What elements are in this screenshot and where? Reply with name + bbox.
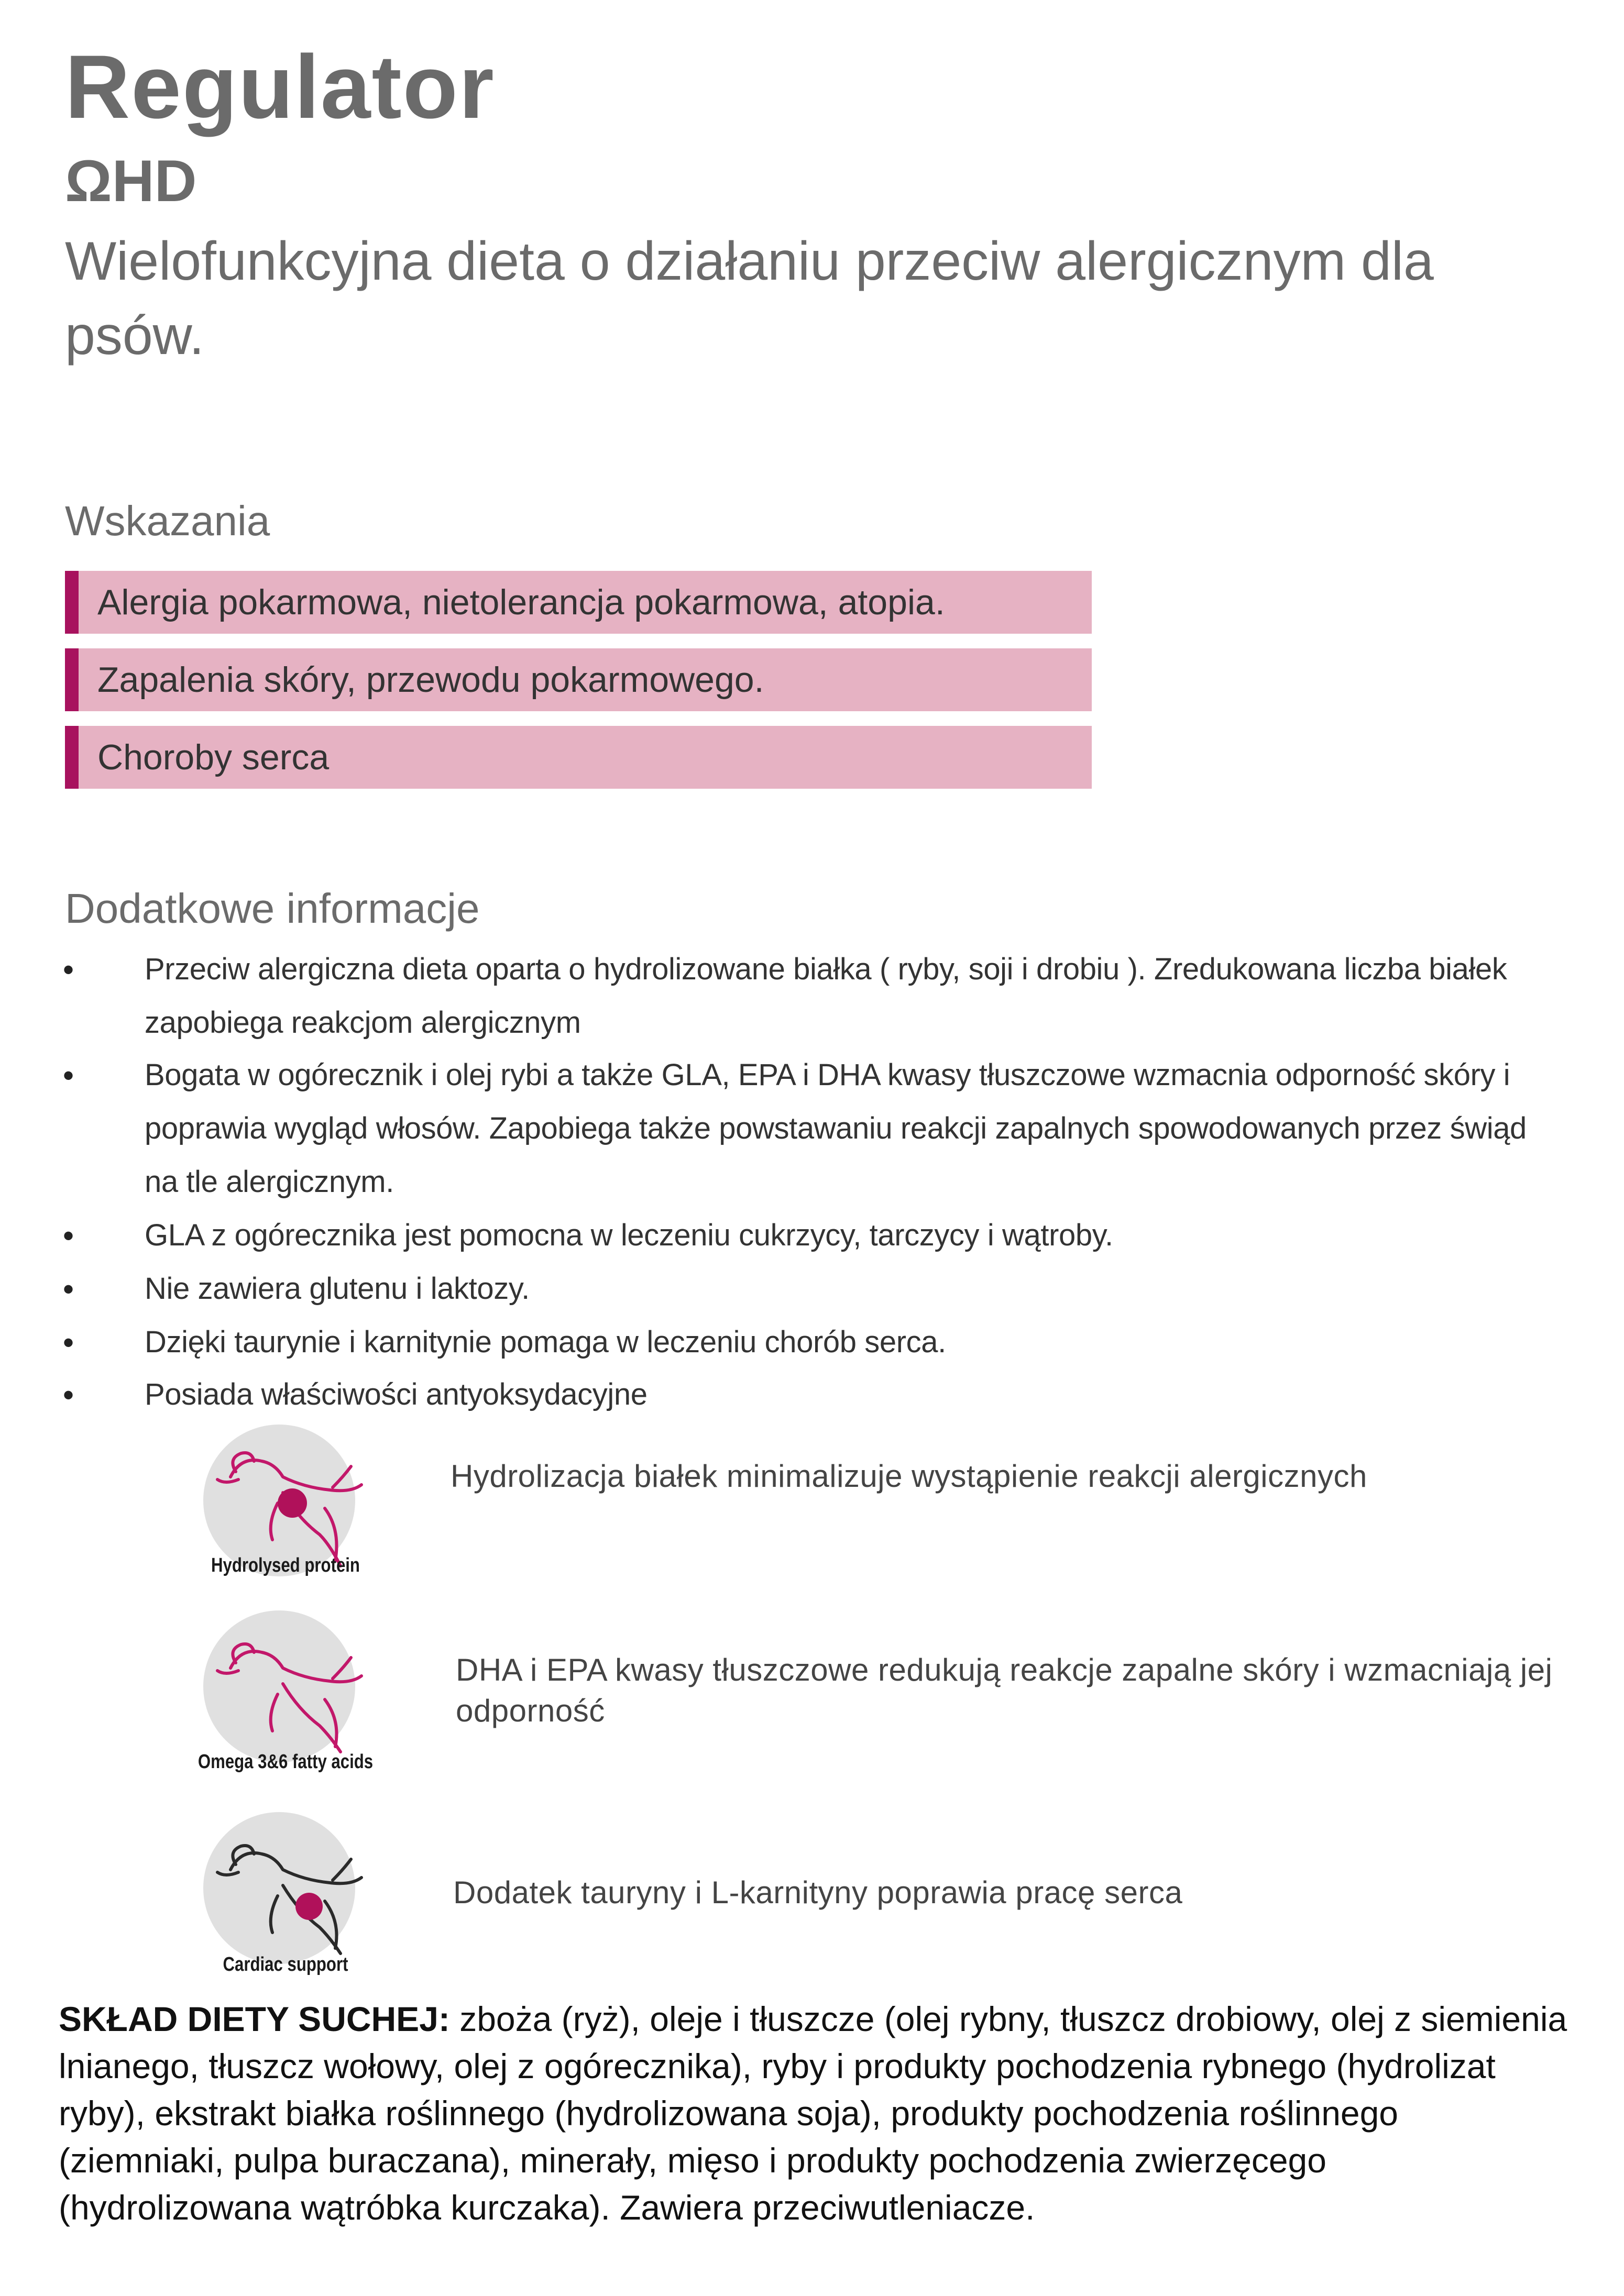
feature-text: Dodatek tauryny i L-karnityny poprawia pracę serca — [453, 1875, 1183, 1910]
info-item: Nie zawiera glutenu i laktozy. — [145, 1272, 530, 1306]
bullet-icon: • — [63, 1272, 74, 1307]
indication-item — [65, 726, 1092, 789]
info-item: Bogata w ogórecznik i olej rybi a także GLA, EPA i DHA kwasy tłuszczowe wzmacnia odporność skóry i poprawia wygląd włosów. Zapobiega także powstawaniu reakcji zapalnych spowodowanych przez świąd na tle alergicznym. — [145, 1058, 1527, 1199]
hydrolysed-protein-badge — [199, 1425, 372, 1582]
product-title: Regulator — [65, 37, 495, 137]
additional-info-heading: Dodatkowe informacje — [65, 885, 480, 932]
indication-text: Alergia pokarmowa, nietolerancja pokarmowa, atopia. — [97, 582, 945, 622]
badge-label: Hydrolysed protein — [211, 1554, 360, 1576]
composition-text: zboża (ryż), oleje i tłuszcze (olej rybny, tłuszcz drobiowy, olej z siemienia lnianego, tłuszcz wołowy, olej z ogórecznika), ryby i produkty pochodzenia rybnego (hydrolizat ryby), ekstrakt białka roślinnego (hydrolizowana soja), produkty pochodzenia roślinnego (ziemniaki, pulpa buraczana), minerały, mięso i produkty pochodzenia zwierzęcego (hydrolizowana wątróbka kurczaka). Zawiera przeciwutleniacze. — [59, 2000, 1567, 2227]
cardiac-support-badge — [199, 1812, 372, 1980]
feature-text: Hydrolizacja białek minimalizuje wystąpienie reakcji alergicznych — [451, 1459, 1367, 1494]
bullet-icon: • — [63, 952, 74, 987]
indication-text: Choroby serca — [97, 737, 330, 777]
dog-cardiac-support-icon — [199, 1817, 372, 1969]
bullet-icon: • — [63, 1325, 74, 1360]
bullet-icon: • — [63, 1218, 74, 1253]
info-item: Posiada właściwości antyoksydacyjne — [145, 1377, 648, 1411]
composition-label: SKŁAD DIETY SUCHEJ: — [59, 2000, 450, 2038]
dog-omega-fatty-acids-icon — [199, 1616, 372, 1768]
feature-text: DHA i EPA kwasy tłuszczowe redukują reakcje zapalne skóry i wzmacniają jej odporność — [456, 1652, 1553, 1728]
info-item: Dzięki taurynie i karnitynie pomaga w leczeniu chorób serca. — [145, 1325, 946, 1359]
bullet-icon: • — [63, 1377, 74, 1412]
product-subtitle: ΩHD — [65, 148, 197, 214]
info-item: Przeciw alergiczna dieta oparta o hydrolizowane białka ( ryby, soji i drobiu ). Zredukowana liczba białek zapobiega reakcjom alergicznym — [145, 952, 1507, 1040]
info-item: GLA z ogórecznika jest pomocna w leczeniu cukrzycy, tarczycy i wątroby. — [145, 1218, 1113, 1252]
indication-text: Zapalenia skóry, przewodu pokarmowego. — [97, 660, 764, 700]
bullet-icon: • — [63, 1058, 74, 1093]
product-description: Wielofunkcyjna dieta o działaniu przeciw alergicznym dla psów. — [65, 231, 1434, 366]
indications-heading: Wskazania — [65, 498, 270, 544]
badge-label: Cardiac support — [223, 1953, 348, 1975]
badge-label: Omega 3&6 fatty acids — [197, 1751, 374, 1773]
indication-item — [65, 571, 1092, 634]
composition-paragraph — [59, 1995, 1567, 2231]
indication-item — [65, 648, 1092, 711]
omega-fatty-acids-badge — [199, 1610, 372, 1778]
